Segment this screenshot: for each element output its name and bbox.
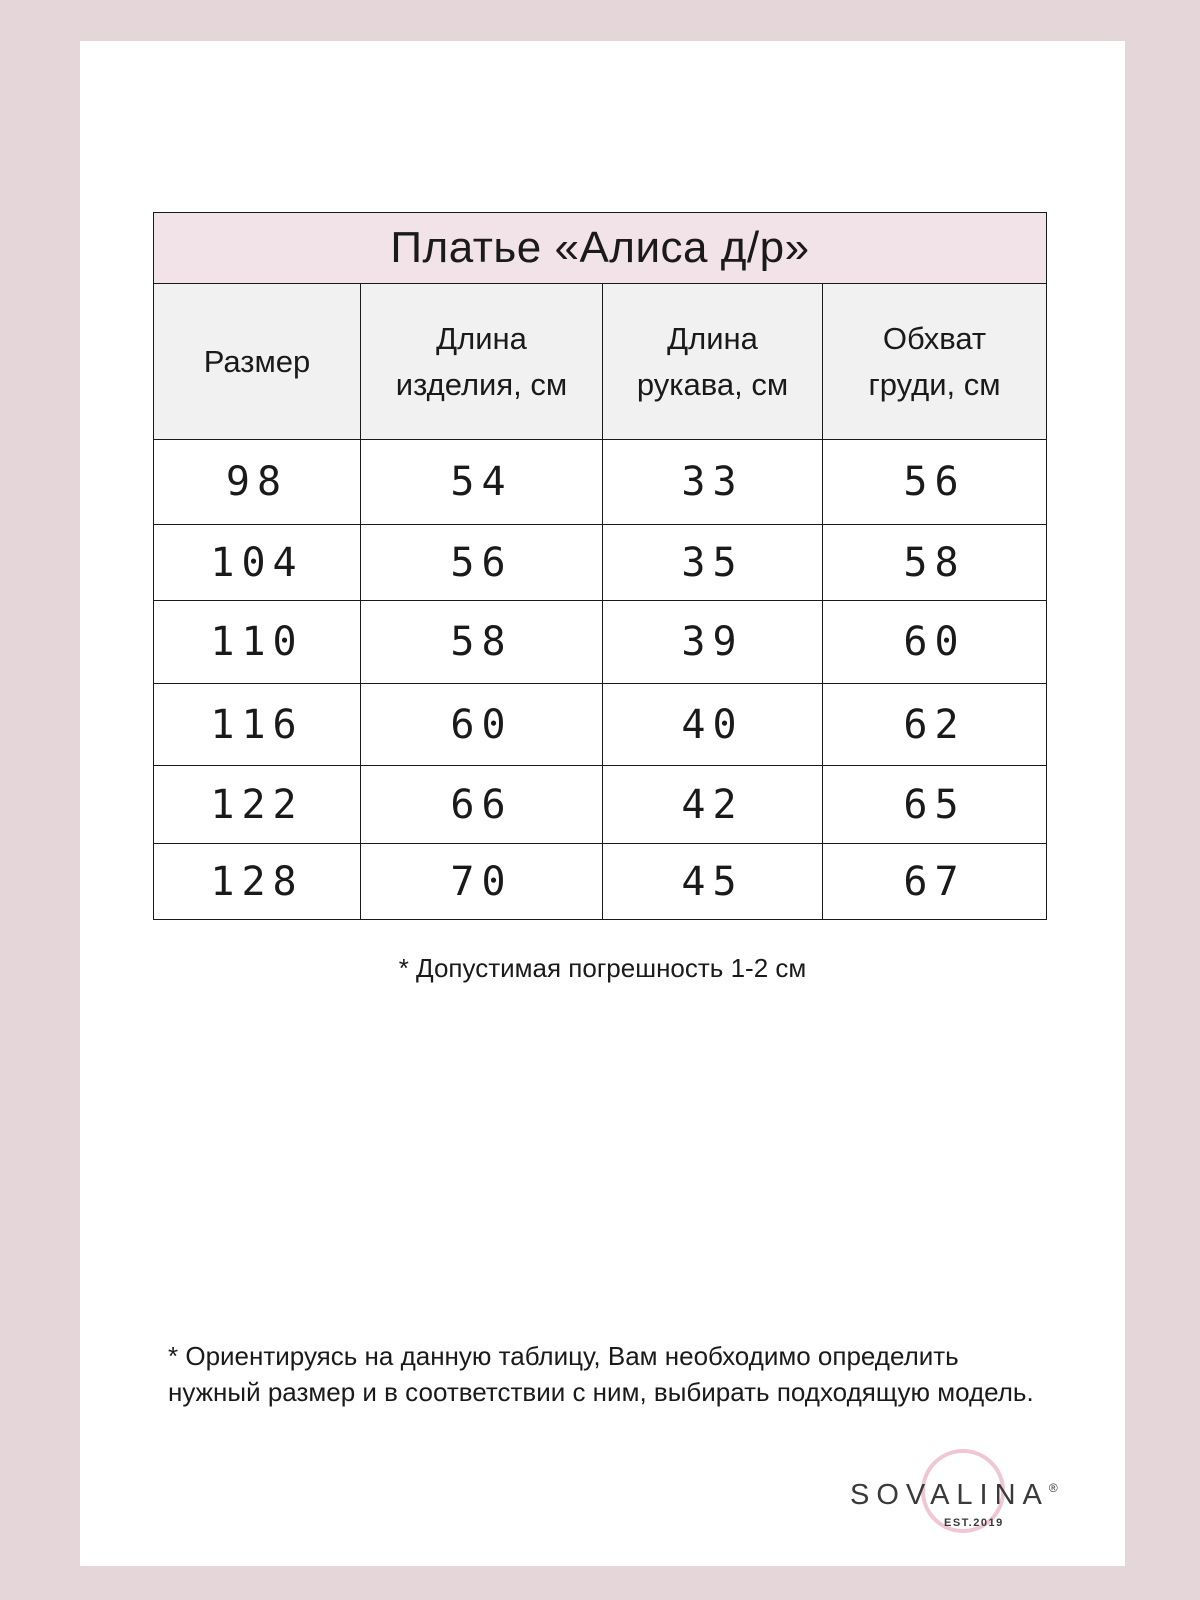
table-row <box>154 440 1047 525</box>
table-title: Платье «Алиса д/р» <box>154 213 1047 284</box>
header-sleeve-length <box>603 284 823 440</box>
header-sleeve-length-line-1: Длина <box>667 320 758 356</box>
header-sleeve-length-line-2: рукава, см <box>636 366 789 402</box>
cell-chest-girth: 56 <box>823 440 1047 525</box>
header-garment-length-line-2: изделия, см <box>395 366 568 402</box>
size-chart-card <box>80 41 1125 1566</box>
cell-size: 104 <box>154 525 361 601</box>
header-chest-girth <box>823 284 1047 440</box>
cell-chest-girth: 62 <box>823 684 1047 766</box>
header-size <box>154 284 361 440</box>
cell-sleeve-length: 40 <box>603 684 823 766</box>
logo-wordmark <box>850 1479 1058 1512</box>
cell-sleeve-length: 35 <box>603 525 823 601</box>
cell-chest-girth: 58 <box>823 525 1047 601</box>
cell-garment-length: 60 <box>361 684 603 766</box>
cell-garment-length: 70 <box>361 844 603 920</box>
cell-garment-length: 54 <box>361 440 603 525</box>
cell-garment-length: 58 <box>361 601 603 684</box>
cell-garment-length: 66 <box>361 766 603 844</box>
logo-est: EST.2019 <box>944 1517 1004 1529</box>
cell-chest-girth: 60 <box>823 601 1047 684</box>
table-row <box>154 766 1047 844</box>
cell-chest-girth: 65 <box>823 766 1047 844</box>
cell-garment-length: 56 <box>361 525 603 601</box>
cell-size: 110 <box>154 601 361 684</box>
cell-sleeve-length: 45 <box>603 844 823 920</box>
table-row <box>154 844 1047 920</box>
cell-size: 116 <box>154 684 361 766</box>
header-size-line-1: Размер <box>203 343 311 379</box>
cell-size: 128 <box>154 844 361 920</box>
header-chest-girth-line-2: груди, см <box>868 366 1001 402</box>
cell-size: 122 <box>154 766 361 844</box>
header-row <box>154 284 1047 440</box>
tolerance-note: * Допустимая погрешность 1-2 см <box>398 953 807 983</box>
bottom-note: * Ориентируясь на данную таблицу, Вам необходимо определить нужный размер и в соответствии с ним, выбирать подходящую модель. <box>168 1341 1034 1407</box>
cell-size: 98 <box>154 440 361 525</box>
header-chest-girth-line-1: Обхват <box>882 320 987 356</box>
header-garment-length-line-1: Длина <box>436 320 527 356</box>
cell-chest-girth: 67 <box>823 844 1047 920</box>
table-row <box>154 601 1047 684</box>
table-row <box>154 684 1047 766</box>
header-garment-length <box>361 284 603 440</box>
cell-sleeve-length: 33 <box>603 440 823 525</box>
cell-sleeve-length: 42 <box>603 766 823 844</box>
logo-registered-mark: ® <box>1048 1481 1058 1495</box>
table-row <box>154 525 1047 601</box>
sovalina-logo <box>850 1446 1110 1556</box>
cell-sleeve-length: 39 <box>603 601 823 684</box>
logo-name: SOVALINA <box>850 1479 1049 1511</box>
size-table <box>153 212 1047 920</box>
